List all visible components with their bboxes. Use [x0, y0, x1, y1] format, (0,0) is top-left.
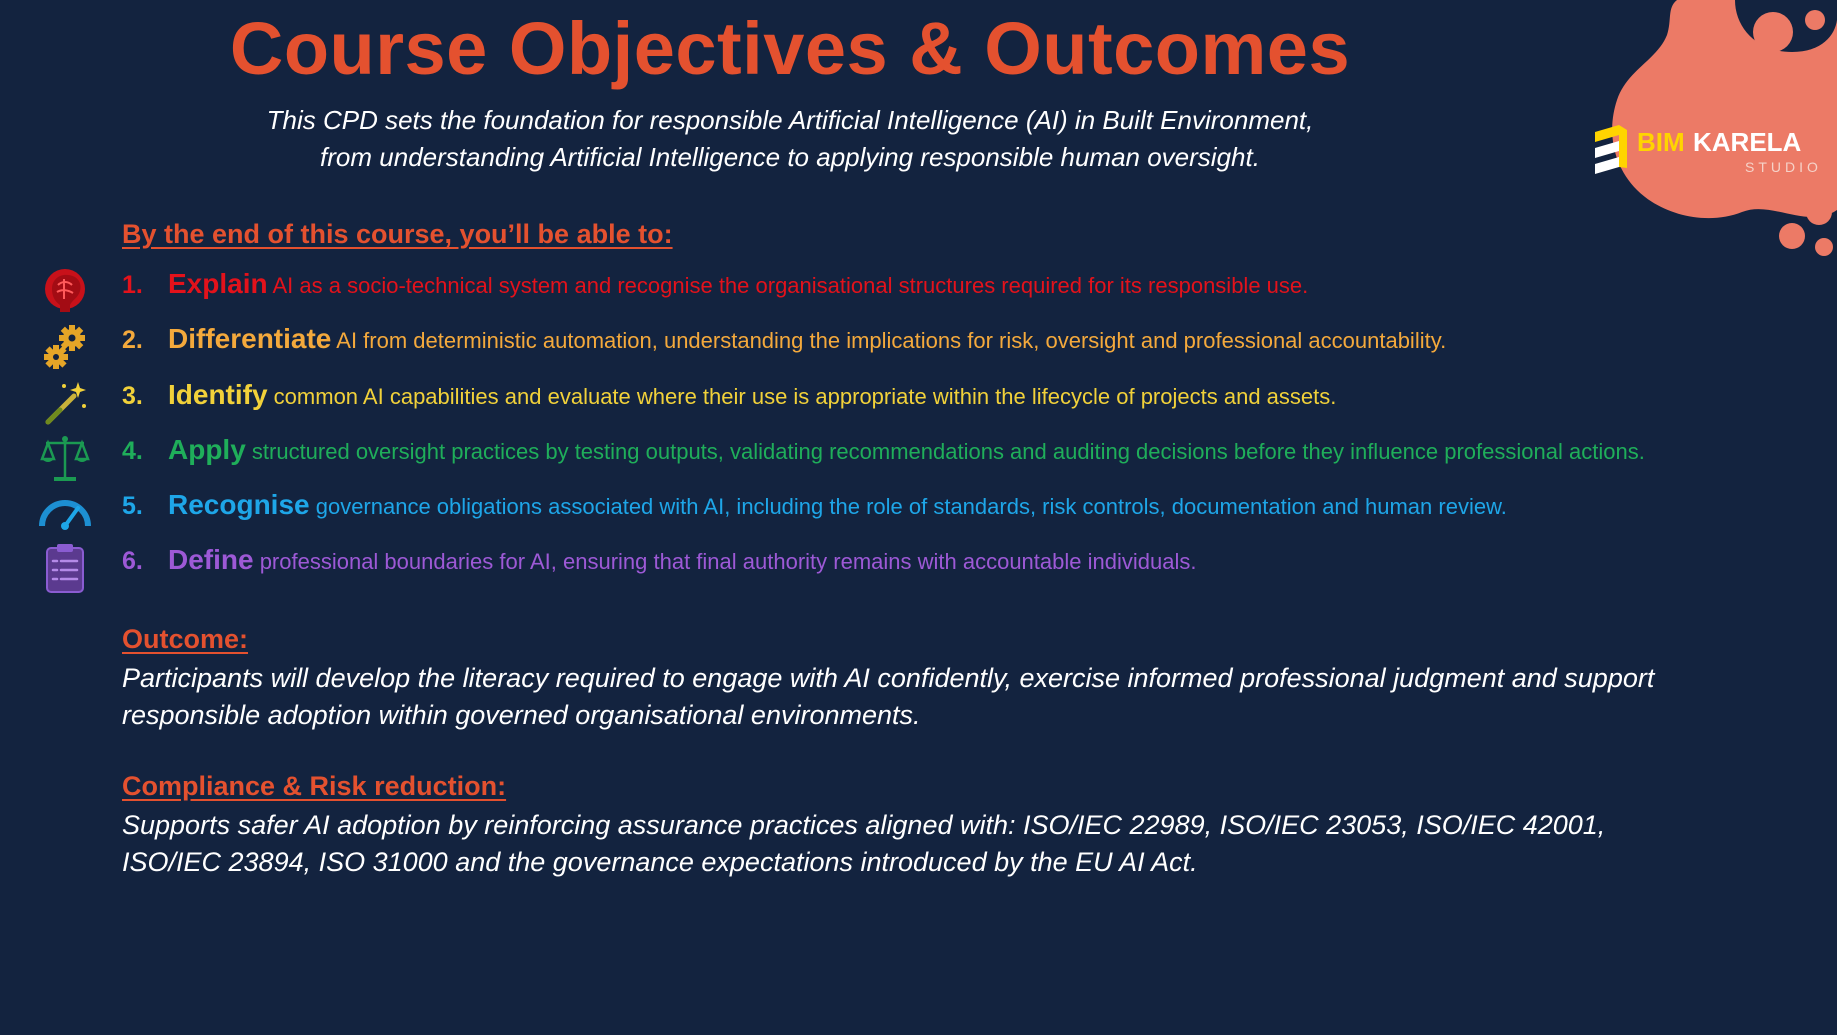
objective-item: [0, 431, 1837, 481]
compliance-line: Supports safer AI adoption by reinforcing assurance practices aligned with: ISO/IEC 22989, ISO/IEC 23053, ISO/IEC 42001,: [122, 810, 1606, 840]
clipboard-icon: [38, 541, 92, 595]
objective-line: [168, 323, 1446, 355]
objective-text: professional boundaries for AI, ensuring that final authority remains with accountable individuals.: [253, 549, 1197, 574]
subtitle-line: This CPD sets the foundation for responsible Artificial Intelligence (AI) in Built Environment,: [266, 105, 1314, 135]
objective-line: [168, 434, 1645, 466]
objective-item: [0, 486, 1837, 536]
outcome-heading: Outcome:: [122, 624, 249, 654]
objective-verb: Define: [168, 544, 254, 575]
objective-verb: Differentiate: [168, 323, 332, 354]
objective-item: [0, 541, 1837, 591]
logo-dot: [1806, 199, 1832, 225]
logo-word-bim: BIM: [1637, 127, 1685, 157]
objective-text: AI as a socio-technical system and recognise the organisational structures required for its responsible use.: [267, 273, 1309, 298]
outcome-text: [122, 660, 1762, 734]
bim-karela-logo: [1567, 0, 1837, 260]
objective-verb: Recognise: [168, 489, 310, 520]
magic-wand-icon: [38, 376, 92, 430]
objective-item: [0, 265, 1837, 315]
objective-number: 4.: [122, 437, 143, 465]
objective-number: 6.: [122, 547, 143, 575]
objective-line: [168, 489, 1507, 521]
gauge-icon: [38, 486, 92, 540]
objectives-heading: By the end of this course, you’ll be able to:: [122, 219, 673, 249]
objective-verb: Identify: [168, 379, 268, 410]
compliance-line: ISO/IEC 23894, ISO 31000 and the governance expectations introduced by the EU AI Act.: [122, 847, 1198, 877]
outcome-line: Participants will develop the literacy required to engage with AI confidently, exercise informed professional judgment and support: [122, 663, 1655, 693]
compliance-heading: Compliance & Risk reduction:: [122, 771, 507, 801]
objective-text: common AI capabilities and evaluate where their use is appropriate within the lifecycle of projects and assets.: [267, 384, 1337, 409]
logo-dot: [1815, 238, 1833, 256]
objective-line: [168, 379, 1336, 411]
objective-number: 1.: [122, 271, 143, 299]
objective-text: governance obligations associated with AI, including the role of standards, risk controls, documentation and human review.: [309, 494, 1507, 519]
objective-line: [168, 544, 1196, 576]
compliance-text: [122, 807, 1762, 881]
objective-verb: Explain: [168, 268, 268, 299]
objective-number: 2.: [122, 326, 143, 354]
objective-line: [168, 268, 1308, 300]
objective-item: [0, 376, 1837, 426]
logo-dot: [1753, 12, 1793, 52]
brain-icon: [38, 265, 92, 319]
scales-icon: [38, 431, 92, 485]
logo-mark-icon: [1595, 125, 1627, 174]
slide-title: Course Objectives & Outcomes: [229, 7, 1351, 90]
objective-verb: Apply: [168, 434, 246, 465]
objective-item: [0, 320, 1837, 370]
logo-tagline: STUDIO: [1745, 159, 1822, 175]
logo-word-karela: KARELA: [1693, 127, 1802, 157]
objective-text: structured oversight practices by testing outputs, validating recommendations and auditing decisions before they influence professional actions.: [245, 439, 1645, 464]
logo-dot: [1805, 10, 1825, 30]
gears-icon: [38, 320, 92, 374]
logo-dot: [1779, 223, 1805, 249]
objective-number: 5.: [122, 492, 143, 520]
objective-text: AI from deterministic automation, understanding the implications for risk, oversight and professional accountability.: [331, 328, 1447, 353]
outcome-line: responsible adoption within governed organisational environments.: [122, 700, 921, 730]
subtitle-line: from understanding Artificial Intelligence to applying responsible human oversight.: [320, 142, 1260, 172]
objective-number: 3.: [122, 382, 143, 410]
subtitle: [0, 102, 1580, 176]
